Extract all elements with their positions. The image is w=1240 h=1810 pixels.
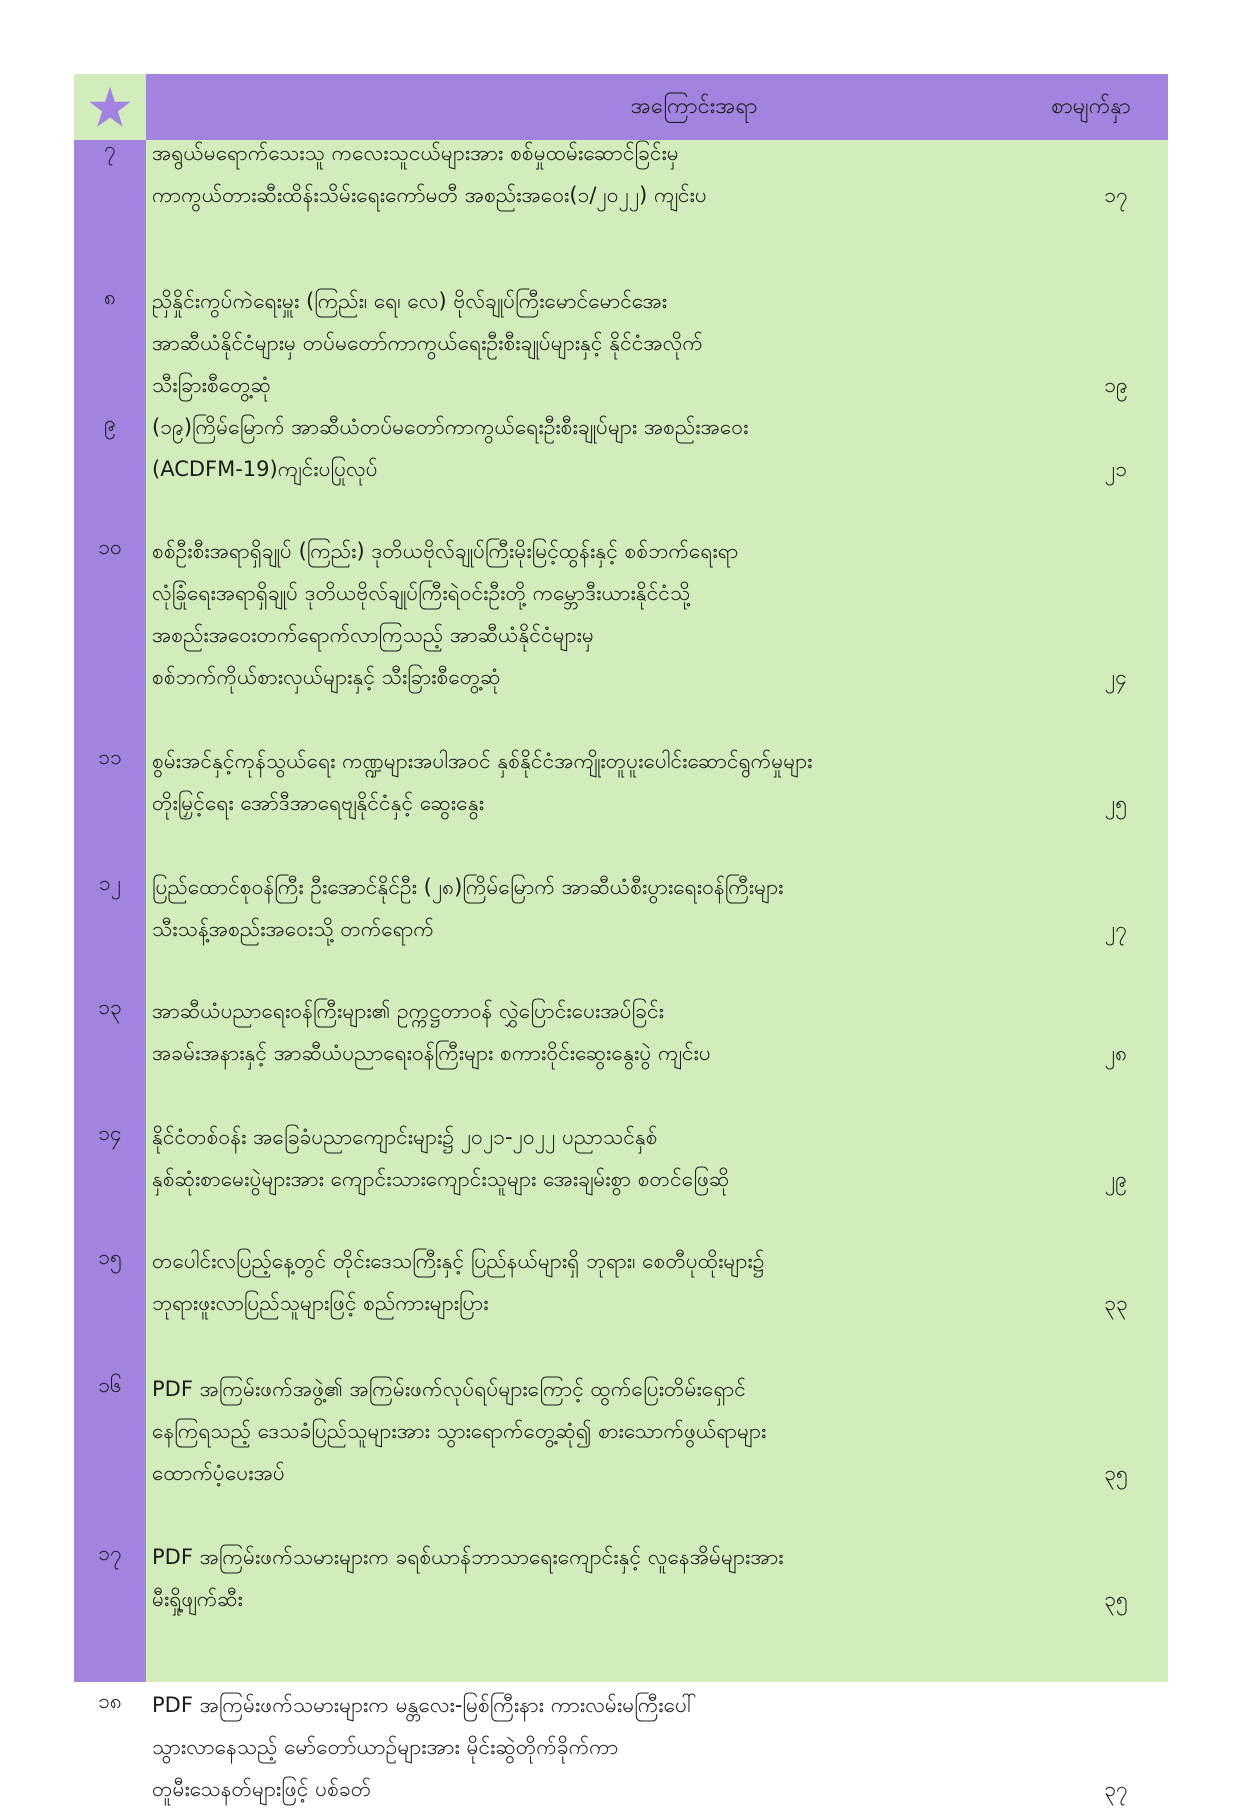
entry-title-line: (၁၉)ကြိမ်မြောက် အာဆီယံတပ်မတော်ကာကွယ်ရေးဦးစီးချုပ်များ အစည်းအဝေး [152, 415, 749, 439]
entry-title-line: တိုးမြှင့်ရေး အော်ဒီအာရေဗျနိုင်ငံနှင့် ဆွေးနွေး [152, 791, 485, 815]
entry-title [152, 1240, 1082, 1324]
toc-entry[interactable] [74, 1240, 1168, 1324]
entry-title-line: စစ်ဦးစီးအရာရှိချုပ် (ကြည်း) ဒုတိယဗိုလ်ချုပ်ကြီးမိုးမြင့်ထွန်းနှင့် စစ်ဘက်ရေးရာ [152, 539, 739, 563]
entry-title-line: တပေါင်းလပြည့်နေ့တွင် တိုင်းဒေသကြီးနှင့် ပြည်နယ်များရှိ ဘုရား၊ စေတီပုထိုးများ၌ [152, 1249, 765, 1273]
entry-title-line: နိုင်ငံတစ်ဝန်း အခြေခံပညာကျောင်းများ၌ ၂၀၂၁-၂၀၂၂ ပညာသင်နှစ် [152, 1125, 658, 1149]
entry-title [152, 1536, 1082, 1620]
entry-title-line: စစ်ဘက်ကိုယ်စားလှယ်များနှင့် သီးခြားစီတွေ့ဆုံ [152, 665, 501, 689]
entry-page-number: ၂၄ [1104, 665, 1128, 689]
entry-page-number: ၃၅ [1104, 1587, 1128, 1611]
entry-number: ၁၂ [98, 871, 122, 895]
toc-entry[interactable] [74, 740, 1168, 824]
entry-title-line: သီးခြားစီတွေ့ဆုံ [152, 373, 271, 397]
entry-number: ၁၄ [98, 1121, 122, 1145]
entry-title-line: အခမ်းအနားနှင့် အာဆီယံပညာရေးဝန်ကြီးများ စကားဝိုင်းဆွေးနွေးပွဲ ကျင်းပ [152, 1041, 711, 1065]
entry-title-line: လုံခြုံရေးအရာရှိချုပ် ဒုတိယဗိုလ်ချုပ်ကြီးရဲဝင်းဦးတို့ ကမ္ဘောဒီးယားနိုင်ငံသို့ [152, 581, 691, 605]
entry-title [152, 280, 1082, 406]
table-of-contents [74, 74, 1168, 1801]
entry-title-line: အာဆီယံပညာရေးဝန်ကြီးများ၏ ဥက္ကဋ္ဌတာဝန် လွှဲပြောင်းပေးအပ်ခြင်း [152, 999, 664, 1023]
entry-page-number: ၂၉ [1104, 1167, 1128, 1191]
toc-entry[interactable] [74, 530, 1168, 698]
entry-title-line: စွမ်းအင်နှင့်ကုန်သွယ်ရေး ကဏ္ဍများအပါအဝင် နှစ်နိုင်ငံအကျိုးတူပူးပေါင်းဆောင်ရွက်မှုများ [152, 749, 813, 773]
entry-page-number: ၁၇ [1104, 183, 1128, 207]
page-column-heading: စာမျက်နှာ [1051, 93, 1131, 119]
toc-entry[interactable] [74, 1684, 1168, 1810]
entry-title [152, 530, 1082, 698]
toc-entry[interactable] [74, 280, 1168, 406]
entry-number: ၁၆ [98, 1373, 122, 1397]
entry-title [152, 1368, 1082, 1494]
entry-title-line: အာဆီယံနိုင်ငံများမှ တပ်မတော်ကာကွယ်ရေးဦးစီးချုပ်များနှင့် နိုင်ငံအလိုက် [152, 331, 703, 355]
entry-page-number: ၂၈ [1104, 1041, 1128, 1065]
entry-number: ၇ [104, 137, 116, 161]
entry-page-number: ၁၉ [1104, 373, 1128, 397]
entry-title [152, 132, 1082, 216]
toc-entry[interactable] [74, 132, 1168, 216]
toc-entry[interactable] [74, 1116, 1168, 1200]
entry-title [152, 866, 1082, 950]
entry-number: ၁၈ [98, 1689, 122, 1713]
entry-title-line: အရွယ်မရောက်သေးသူ ကလေးသူငယ်များအား စစ်မှုထမ်းဆောင်ခြင်းမှ [152, 141, 679, 165]
entry-title-line: ထောက်ပံ့ပေးအပ် [152, 1461, 285, 1485]
toc-entry[interactable] [74, 866, 1168, 950]
entry-page-number: ၂၁ [1104, 457, 1128, 481]
entry-number: ၁၇ [98, 1541, 122, 1565]
entry-title-line: နှစ်ဆုံးစာမေးပွဲများအား ကျောင်းသားကျောင်းသူများ အေးချမ်းစွာ စတင်ဖြေဆို [152, 1167, 730, 1191]
toc-header [74, 74, 1168, 140]
entry-page-number: ၃၇ [1104, 1777, 1128, 1801]
entry-title [152, 740, 1082, 824]
entry-title [152, 1116, 1082, 1200]
star-icon [88, 85, 132, 129]
entry-title-line: နေကြရသည့် ဒေသခံပြည်သူများအား သွားရောက်တွေ့ဆုံ၍ စားသောက်ဖွယ်ရာများ [152, 1419, 767, 1443]
toc-entry[interactable] [74, 990, 1168, 1074]
entry-title-line: ဘုရားဖူးလာပြည်သူများဖြင့် စည်ကားများပြား [152, 1291, 489, 1315]
entry-title-line: PDF အကြမ်းဖက်သမားများက ခရစ်ယာန်ဘာသာရေးကျောင်းနှင့် လူနေအိမ်များအား [152, 1545, 784, 1569]
entry-title-line: ပြည်ထောင်စုဝန်ကြီး ဦးအောင်နိုင်ဦး (၂၈)ကြိမ်မြောက် အာဆီယံစီးပွားရေးဝန်ကြီးများ [152, 875, 784, 899]
entry-title-line: (ACDFM-19)ကျင်းပပြုလုပ် [152, 457, 378, 481]
entry-title [152, 990, 1082, 1074]
entry-title-line: ညှိနှိုင်းကွပ်ကဲရေးမှူး (ကြည်း၊ ရေ၊ လေ) ဗိုလ်ချုပ်ကြီးမောင်မောင်အေး [152, 289, 668, 313]
entry-number: ၁၁ [98, 745, 122, 769]
entry-title-line: သီးသန့်အစည်းအဝေးသို့ တက်ရောက် [152, 917, 434, 941]
entry-page-number: ၃၅ [1104, 1461, 1128, 1485]
entry-number: ၉ [104, 411, 116, 435]
toc-entry[interactable] [74, 406, 1168, 490]
entry-title-line: တူမီးသေနတ်များဖြင့် ပစ်ခတ် [152, 1777, 372, 1801]
toc-entry[interactable] [74, 1368, 1168, 1494]
entry-title [152, 1684, 1082, 1810]
entry-title-line: ကာကွယ်တားဆီးထိန်းသိမ်းရေးကော်မတီ အစည်းအဝေး(၁/၂၀၂၂) ကျင်းပ [152, 183, 707, 207]
toc-heading: အကြောင်းအရာ [630, 93, 758, 119]
entry-page-number: ၂၇ [1104, 917, 1128, 941]
entry-title-line: PDF အကြမ်းဖက်သမားများက မန္တလေး-မြစ်ကြီးနား ကားလမ်းမကြီးပေါ် [152, 1693, 697, 1717]
entry-title-line: အစည်းအဝေးတက်ရောက်လာကြသည့် အာဆီယံနိုင်ငံများမှ [152, 623, 594, 647]
entry-page-number: ၂၅ [1104, 791, 1128, 815]
entry-title [152, 406, 1082, 490]
entry-number: ၈ [104, 285, 116, 309]
entry-title-line: PDF အကြမ်းဖက်အဖွဲ့၏ အကြမ်းဖက်လုပ်ရပ်များကြောင့် ထွက်ပြေးတိမ်းရှောင် [152, 1377, 746, 1401]
entry-number: ၁၅ [98, 1245, 122, 1269]
entry-title-line: မီးရှို့ဖျက်ဆီး [152, 1587, 243, 1611]
entry-page-number: ၃၃ [1104, 1291, 1128, 1315]
entry-number: ၁၃ [98, 995, 122, 1019]
star-cell [74, 74, 146, 140]
toc-entry[interactable] [74, 1536, 1168, 1620]
entry-number: ၁၀ [98, 535, 122, 559]
entry-title-line: သွားလာနေသည့် မော်တော်ယာဉ်များအား မိုင်းဆွဲတိုက်ခိုက်ကာ [152, 1735, 619, 1759]
